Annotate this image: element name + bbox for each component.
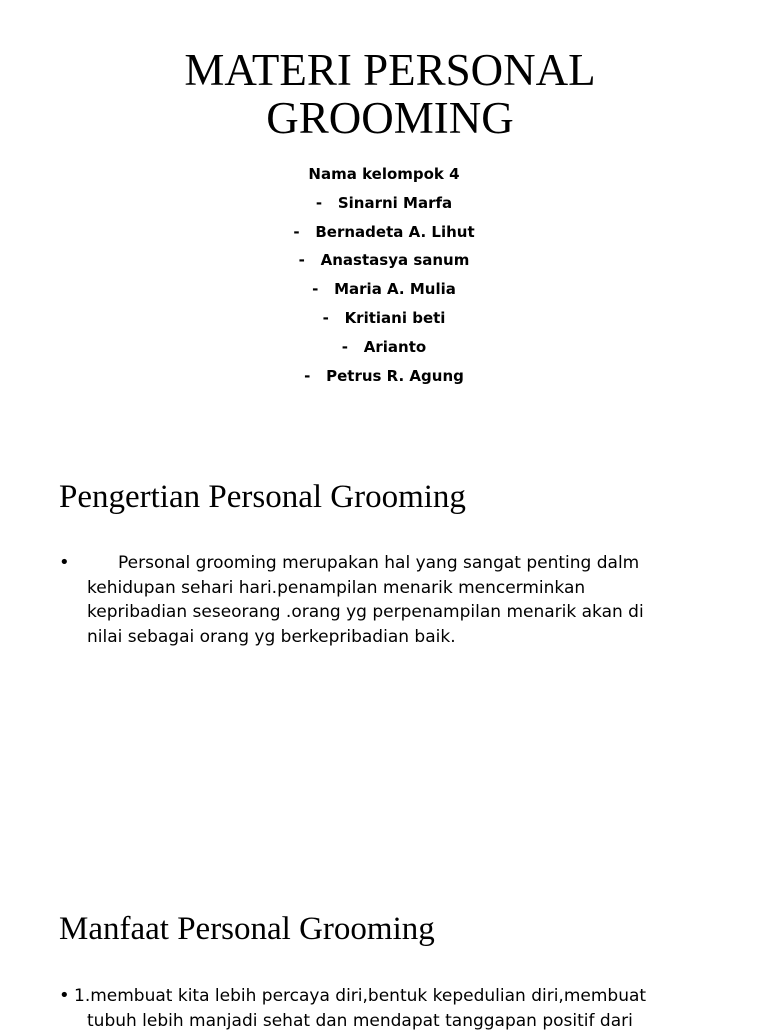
title-line-1: MATERI PERSONAL [0, 46, 768, 94]
member-item [0, 218, 768, 247]
benefits-heading: Manfaat Personal Grooming [59, 910, 435, 948]
paragraph-line: kehidupan sehari hari.penampilan menarik mencerminkan [59, 576, 699, 601]
slide-title [0, 46, 768, 142]
bullet-icon: • [59, 984, 70, 1008]
member-name: Maria A. Mulia [334, 280, 456, 298]
benefits-paragraph [59, 984, 699, 1033]
definition-bullet [59, 551, 699, 649]
definition-paragraph [59, 551, 699, 649]
member-item [0, 275, 768, 304]
member-item [0, 333, 768, 362]
paragraph-line: 1.membuat kita lebih percaya diri,bentuk kepedulian diri,membuat [59, 984, 699, 1009]
member-dash: - [342, 333, 364, 362]
member-name: Sinarni Marfa [338, 194, 452, 212]
paragraph-line: nilai sebagai orang yg berkepribadian baik. [59, 625, 699, 650]
member-item [0, 304, 768, 333]
member-name: Kritiani beti [345, 309, 446, 327]
member-dash: - [312, 275, 334, 304]
group-member-list [0, 160, 768, 390]
paragraph-line: kepribadian seseorang .orang yg perpenampilan menarik akan di [59, 600, 699, 625]
member-item [0, 246, 768, 275]
member-item [0, 362, 768, 391]
member-name: Anastasya sanum [321, 251, 470, 269]
title-line-2: GROOMING [0, 94, 768, 142]
member-dash: - [299, 246, 321, 275]
member-item [0, 189, 768, 218]
definition-heading: Pengertian Personal Grooming [59, 478, 466, 516]
group-label: Nama kelompok 4 [0, 160, 768, 189]
member-dash: - [323, 304, 345, 333]
paragraph-line: tubuh lebih manjadi sehat dan mendapat tanggapan positif dari [59, 1009, 699, 1033]
bullet-icon: • [59, 551, 70, 575]
member-dash: - [304, 362, 326, 391]
member-dash: - [316, 189, 338, 218]
member-name: Bernadeta A. Lihut [315, 223, 474, 241]
member-dash: - [293, 218, 315, 247]
paragraph-line: Personal grooming merupakan hal yang sangat penting dalm [59, 551, 699, 576]
member-name: Arianto [364, 338, 426, 356]
benefits-bullet [59, 984, 699, 1033]
member-name: Petrus R. Agung [326, 367, 464, 385]
